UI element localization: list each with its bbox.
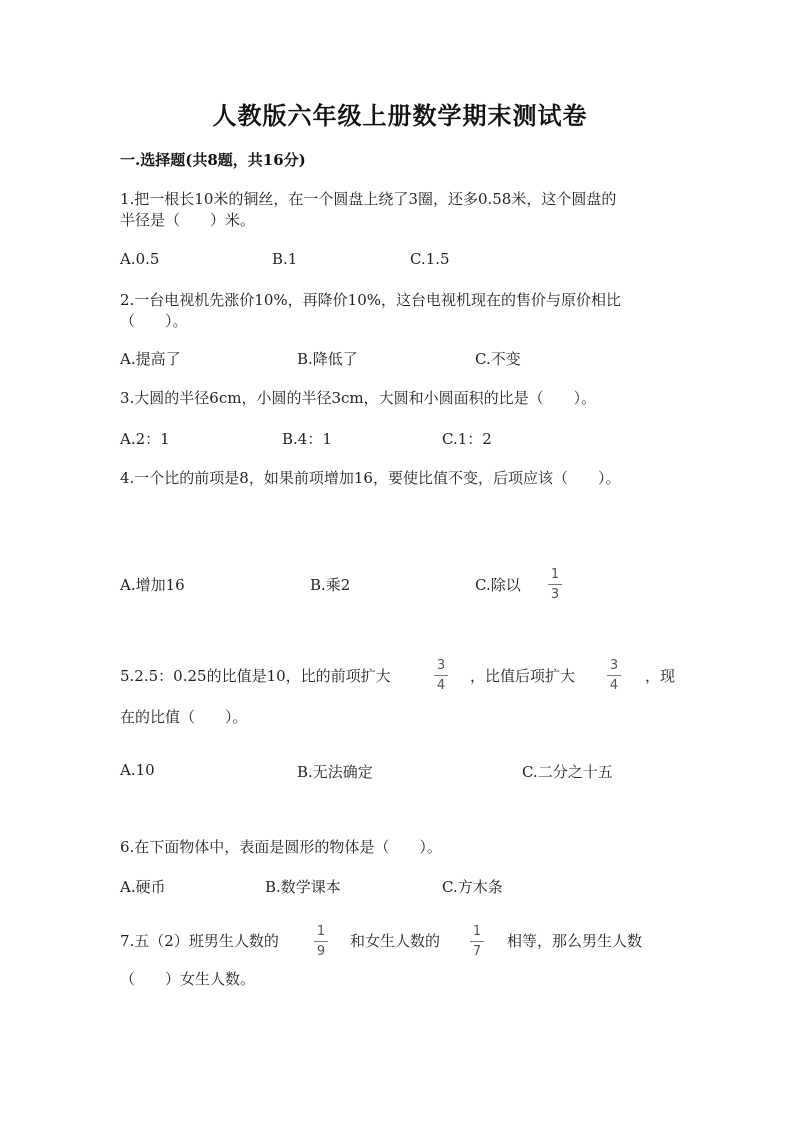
q6-option-a: A.硬币 xyxy=(120,878,166,896)
fraction-bar xyxy=(470,941,484,942)
q1-option-a: A.0.5 xyxy=(120,250,160,268)
question-5-line-2: 在的比值（ ）。 xyxy=(120,708,248,726)
page-title: 人教版六年级上册数学期末测试卷 xyxy=(212,101,588,130)
q7-fraction-1 xyxy=(312,924,330,959)
question-5-part-1: 5.2.5：0.25的比值是10，比的前项扩大 xyxy=(120,667,391,685)
fraction-bar xyxy=(548,584,562,585)
question-7-part-3: 相等，那么男生人数 xyxy=(507,932,643,950)
section-heading: 一.选择题(共8题，共16分) xyxy=(120,151,306,169)
question-5-part-3: ，现 xyxy=(645,667,676,685)
question-1-line-2: 半径是（ ）米。 xyxy=(120,211,256,229)
fraction-denominator: 4 xyxy=(609,678,619,693)
fraction-bar xyxy=(607,675,621,676)
fraction-denominator: 9 xyxy=(316,944,326,959)
fraction-numerator: 1 xyxy=(472,924,482,939)
question-5-part-2: ，比值后项扩大 xyxy=(470,667,576,685)
question-1-line-1: 1.把一根长10米的铜丝，在一个圆盘上绕了3圈，还多0.58米，这个圆盘的 xyxy=(120,190,617,208)
question-6-line-1: 6.在下面物体中，表面是圆形的物体是（ ）。 xyxy=(120,838,442,856)
q3-option-a: A.2：1 xyxy=(120,430,170,448)
q3-option-b: B.4：1 xyxy=(282,430,332,448)
question-7-part-2: 和女生人数的 xyxy=(350,932,441,950)
question-7-line-2: （ ）女生人数。 xyxy=(120,970,256,988)
q3-option-c: C.1：2 xyxy=(442,430,492,448)
q7-fraction-2 xyxy=(468,924,486,959)
fraction-numerator: 1 xyxy=(316,924,326,939)
q4-option-c: C.除以 xyxy=(475,576,521,594)
q5-fraction-2 xyxy=(605,658,623,693)
q6-option-b: B.数学课本 xyxy=(265,878,341,896)
question-2-line-2: （ ）。 xyxy=(120,312,188,330)
q5-option-a: A.10 xyxy=(120,761,155,779)
question-2-line-1: 2.一台电视机先涨价10%，再降价10%，这台电视机现在的售价与原价相比 xyxy=(120,291,621,309)
q5-fraction-1 xyxy=(432,658,450,693)
fraction-denominator: 7 xyxy=(472,944,482,959)
q5-option-b: B.无法确定 xyxy=(297,763,373,781)
question-4-line-1: 4.一个比的前项是8，如果前项增加16，要使比值不变，后项应该（ ）。 xyxy=(120,469,621,487)
fraction-denominator: 4 xyxy=(436,678,446,693)
fraction-bar xyxy=(314,941,328,942)
q1-option-c: C.1.5 xyxy=(410,250,450,268)
fraction-numerator: 3 xyxy=(436,658,446,673)
q4-fraction-one-third xyxy=(546,567,564,602)
q6-option-c: C.方木条 xyxy=(442,878,503,896)
fraction-denominator: 3 xyxy=(550,587,560,602)
q2-option-b: B.降低了 xyxy=(297,350,358,368)
question-7-part-1: 7.五（2）班男生人数的 xyxy=(120,932,279,950)
question-3-line-1: 3.大圆的半径6cm，小圆的半径3cm，大圆和小圆面积的比是（ ）。 xyxy=(120,389,597,407)
fraction-numerator: 1 xyxy=(550,567,560,582)
q4-option-a: A.增加16 xyxy=(120,576,185,594)
fraction-bar xyxy=(434,675,448,676)
q1-option-b: B.1 xyxy=(272,250,298,268)
q2-option-a: A.提高了 xyxy=(120,350,181,368)
fraction-numerator: 3 xyxy=(609,658,619,673)
q5-option-c: C.二分之十五 xyxy=(522,763,613,781)
q2-option-c: C.不变 xyxy=(475,350,521,368)
q4-option-b: B.乘2 xyxy=(310,576,351,594)
